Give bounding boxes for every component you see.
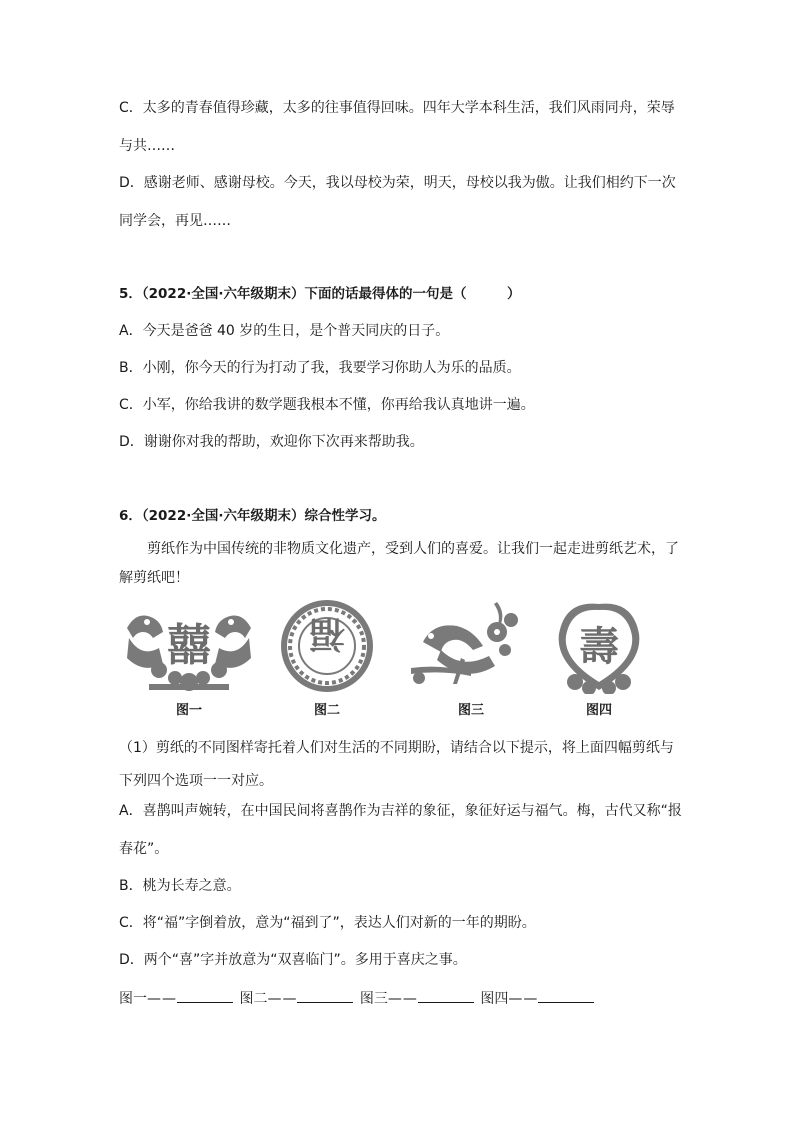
answer-label-2: 图二 bbox=[239, 991, 268, 1007]
q5-option-b: B．小刚，你今天的行为打动了我，我要学习你助人为乐的品质。 bbox=[119, 360, 521, 376]
papercut-figures bbox=[119, 598, 639, 718]
answer-dash-4: —— bbox=[508, 991, 539, 1007]
figure-3-caption: 图三 bbox=[457, 703, 484, 718]
answer-blank-3[interactable] bbox=[418, 988, 474, 1003]
q4-option-d-line2: 同学会，再见…… bbox=[119, 213, 231, 229]
answer-dash-3: —— bbox=[387, 991, 418, 1007]
q6-option-a-line2: 春花”。 bbox=[119, 841, 169, 857]
q5-option-d: D．谢谢你对我的帮助，欢迎你下次再来帮助我。 bbox=[119, 434, 424, 450]
answer-blank-1[interactable] bbox=[177, 988, 233, 1003]
q5-stem: 5．（2022·全国·六年级期末）下面的话最得体的一句是（ ） bbox=[119, 286, 521, 302]
q6-option-d: D．两个“喜”字并放意为“双喜临门”。多用于喜庆之事。 bbox=[119, 952, 467, 968]
q6-sub1-line1: （1）剪纸的不同图样寄托着人们对生活的不同期盼，请结合以下提示，将上面四幅剪纸与 bbox=[119, 740, 674, 756]
answer-label-3: 图三 bbox=[359, 991, 388, 1007]
q4-option-c-line1: C．太多的青春值得珍藏，太多的往事值得回味。四年大学本科生活，我们风雨同舟，荣辱 bbox=[119, 100, 675, 116]
double-happiness-glyph: 囍 bbox=[167, 620, 211, 671]
answer-row bbox=[119, 988, 596, 1009]
answer-dash-2: —— bbox=[267, 991, 298, 1007]
q6-intro-line1: 剪纸作为中国传统的非物质文化遗产，受到人们的喜爱。让我们一起走进剪纸艺术，了 bbox=[147, 541, 679, 557]
answer-blank-2[interactable] bbox=[297, 988, 353, 1003]
q6-option-c: C．将“福”字倒着放，意为“福到了”，表达人们对新的一年的期盼。 bbox=[119, 915, 536, 931]
q6-stem: 6．（2022·全国·六年级期末）综合性学习。 bbox=[119, 508, 386, 524]
q5-option-a: A．今天是爸爸 40 岁的生日，是个普天同庆的日子。 bbox=[119, 323, 450, 339]
q5-option-c: C．小军，你给我讲的数学题我根本不懂，你再给我认真地讲一遍。 bbox=[119, 397, 535, 413]
q6-option-b: B．桃为长寿之意。 bbox=[119, 878, 241, 894]
answer-dash-1: —— bbox=[147, 991, 177, 1007]
figure-1 bbox=[119, 598, 259, 718]
inverted-fu-glyph: 福 bbox=[308, 613, 346, 654]
longevity-peach-papercut-icon bbox=[529, 598, 669, 694]
figure-4-caption: 图四 bbox=[585, 703, 612, 718]
answer-label-1: 图一 bbox=[119, 991, 147, 1007]
double-happiness-magpies-papercut-icon bbox=[119, 598, 259, 694]
figure-3 bbox=[401, 598, 541, 718]
q4-option-c-line2: 与共…… bbox=[119, 138, 175, 154]
answer-blank-4[interactable] bbox=[538, 988, 594, 1003]
q6-option-a-line1: A．喜鹊叫声婉转，在中国民间将喜鹊作为吉祥的象征，象征好运与福气。梅，古代又称“报 bbox=[119, 803, 682, 819]
q6-intro-line2: 解剪纸吧！ bbox=[119, 570, 189, 586]
q6-sub1-line2: 下列四个选项一一对应。 bbox=[119, 773, 273, 789]
figure-2-caption: 图二 bbox=[313, 703, 340, 718]
magpie-plum-papercut-icon bbox=[401, 598, 541, 694]
longevity-glyph: 壽 bbox=[579, 624, 619, 670]
q4-option-d-line1: D．感谢老师、感谢母校。今天，我以母校为荣，明天，母校以我为傲。让我们相约下一次 bbox=[119, 175, 676, 191]
figure-2 bbox=[257, 598, 397, 718]
answer-label-4: 图四 bbox=[480, 991, 509, 1007]
figure-4 bbox=[529, 598, 669, 718]
figure-1-caption: 图一 bbox=[175, 703, 202, 718]
inverted-fu-round-papercut-icon bbox=[257, 598, 397, 694]
